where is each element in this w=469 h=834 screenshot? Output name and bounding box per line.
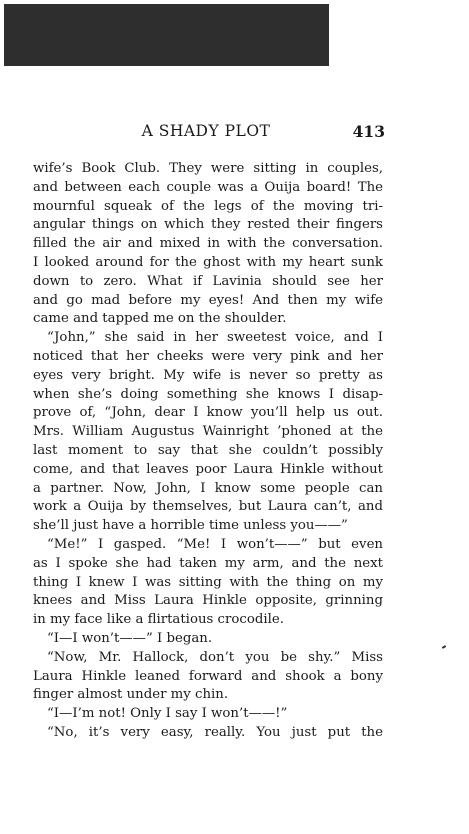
- text-line: I looked around for the ghost with my heart sunk: [33, 254, 383, 270]
- text-line: came and tapped me on the shoulder.: [33, 311, 287, 327]
- text-line: and go mad before my eyes! And then my wife: [33, 292, 383, 308]
- text-line: down to zero. What if Lavinia should see her: [33, 273, 383, 289]
- text-line: last moment to say that she couldn’t possibly: [33, 442, 383, 458]
- text-line: “I—I won’t——” I began.: [47, 630, 213, 646]
- text-line: when she’s doing something she knows I disap-: [33, 386, 383, 402]
- page-number: 413: [352, 122, 385, 141]
- text-line: Mrs. William Augustus Wainright ’phoned at the: [33, 424, 383, 440]
- text-line: “I—I’m not! Only I say I won’t——!”: [47, 706, 288, 722]
- stray-mark: [442, 645, 446, 649]
- text-line: “No, it’s very easy, really. You just put the: [47, 724, 383, 740]
- text-line: come, and that leaves poor Laura Hinkle without: [33, 461, 383, 477]
- text-line: a partner. Now, John, I know some people can: [33, 480, 383, 496]
- text-line: knees and Miss Laura Hinkle opposite, grinning: [33, 593, 383, 609]
- text-line: filled the air and mixed in with the conversation.: [33, 236, 383, 252]
- text-line: she’ll just have a horrible time unless you——”: [33, 518, 348, 534]
- text-line: “Now, Mr. Hallock, don’t you be shy.” Miss: [47, 649, 383, 665]
- text-line: work a Ouija by themselves, but Laura can’t, and: [33, 499, 383, 515]
- text-line: as I spoke she had taken my arm, and the next: [33, 555, 383, 571]
- redaction-block: [4, 4, 329, 66]
- text-line: noticed that her cheeks were very pink and her: [33, 348, 383, 364]
- body-text: [33, 160, 383, 743]
- text-line: finger almost under my chin.: [33, 687, 229, 703]
- text-line: and between each couple was a Ouija board! The: [33, 179, 383, 195]
- text-line: wife’s Book Club. They were sitting in couples,: [33, 161, 383, 176]
- text-line: “John,” she said in her sweetest voice, and I: [47, 330, 383, 346]
- text-line: thing I knew I was sitting with the thing on my: [33, 574, 383, 590]
- text-line: in my face like a flirtatious crocodile.: [33, 612, 284, 628]
- text-line: eyes very bright. My wife is never so pretty as: [33, 367, 383, 383]
- running-head: [0, 122, 469, 142]
- page-title: A SHADY PLOT: [141, 122, 271, 140]
- text-line: angular things on which they rested their fingers: [33, 217, 383, 233]
- text-line: “Me!” I gasped. “Me! I won’t——” but even: [47, 536, 383, 552]
- text-line: mournful squeak of the legs of the moving tri-: [33, 198, 383, 214]
- text-line: Laura Hinkle leaned forward and shook a bony: [33, 668, 383, 684]
- text-line: prove of, “John, dear I know you’ll help us out.: [33, 405, 383, 421]
